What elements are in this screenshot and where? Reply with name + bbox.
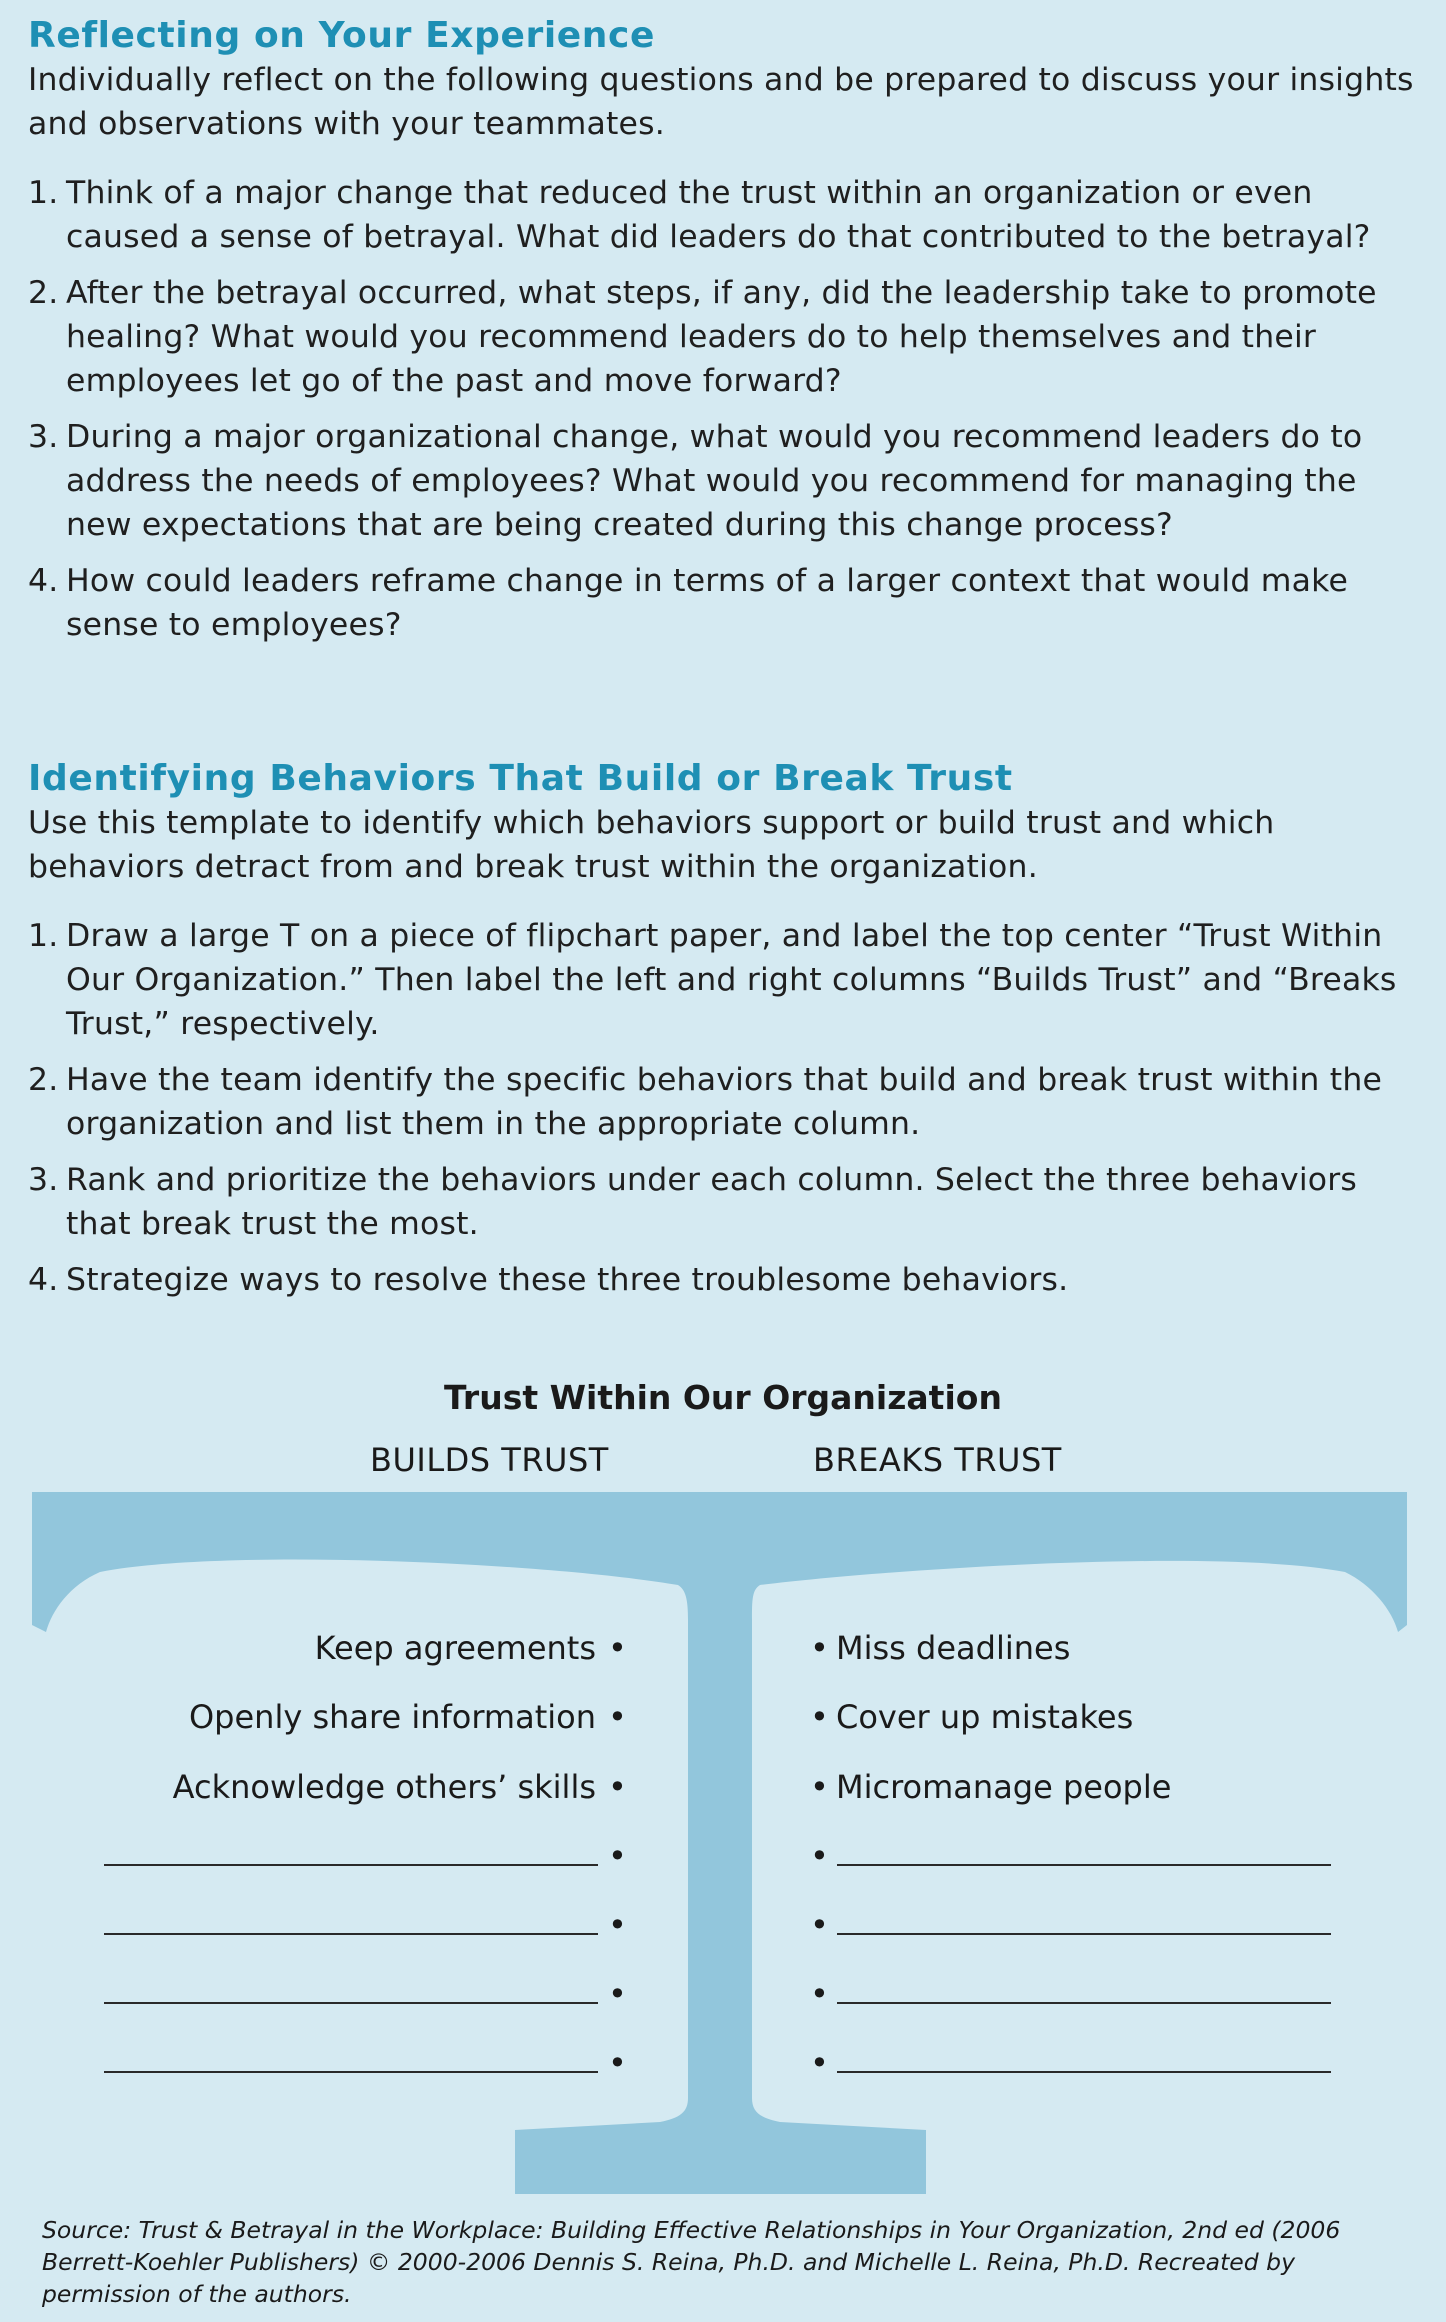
bullet-dot: • xyxy=(810,1975,829,2013)
bullet-dot: • xyxy=(608,1975,627,2013)
item-text: How could leaders reframe change in terms of a larger context that would make sense to employees? xyxy=(66,563,1349,643)
section-heading: Reflecting on Your Experience xyxy=(28,15,655,56)
source-citation: Source: Trust & Betrayal in the Workplace: Building Effective Relationships in Your Organization, 2nd ed (2006 Berrett-Koehler Publishers) © 2000-2006 Dennis S. Reina, Ph.D. and Michelle L. Reina, Ph.D. Recreated by permission of the authors. xyxy=(42,2216,1341,2308)
item-text: After the betrayal occurred, what steps, if any, did the leadership take to promote healing? What would you recommend leaders do to help themselves and their employees let go of the past and move forward? xyxy=(66,275,1377,399)
blank-line xyxy=(837,1864,1331,1866)
item-number: 3. xyxy=(28,419,59,455)
bullet-dot: • xyxy=(608,1629,627,1667)
section-intro: Individually reflect on the following questions and be prepared to discuss your insights and observations with your teammates. xyxy=(28,62,1414,142)
builds-item: Keep agreements xyxy=(314,1629,596,1667)
item-text: Strategize ways to resolve these three troublesome behaviors. xyxy=(66,1262,1069,1298)
section-heading: Identifying Behaviors That Build or Break Trust xyxy=(28,758,1013,799)
builds-trust-label: BUILDS TRUST xyxy=(370,1441,609,1479)
blank-line xyxy=(837,1933,1331,1935)
item-number: 3. xyxy=(28,1162,59,1198)
blank-line xyxy=(104,1864,598,1866)
t-shape-path xyxy=(32,1492,1407,2194)
item-text: Think of a major change that reduced the trust within an organization or even caused a sense of betrayal. What did leaders do that contributed to the betrayal? xyxy=(66,175,1371,255)
blank-line xyxy=(104,2071,598,2073)
item-number: 1. xyxy=(28,175,59,211)
item-number: 2. xyxy=(28,1062,59,1098)
item-number: 4. xyxy=(28,563,59,599)
bullet-dot: • xyxy=(810,1768,829,1806)
builds-item: Acknowledge others’ skills xyxy=(172,1768,596,1806)
bullet-dot: • xyxy=(608,1906,627,1944)
item-number: 4. xyxy=(28,1262,59,1298)
bullet-dot: • xyxy=(608,1768,627,1806)
breaks-item: Micromanage people xyxy=(836,1768,1172,1806)
blank-line xyxy=(837,2002,1331,2004)
bullet-dot: • xyxy=(810,1906,829,1944)
breaks-item: Miss deadlines xyxy=(836,1629,1071,1667)
bullet-dot: • xyxy=(810,1629,829,1667)
section-intro: Use this template to identify which behaviors support or build trust and which behaviors detract from and break trust within the organization. xyxy=(28,805,1275,885)
item-text: Draw a large T on a piece of flipchart paper, and label the top center “Trust Within Our Organization.” Then label the left and right columns “Builds Trust” and “Breaks Trust,” respectively. xyxy=(66,918,1397,1042)
bullet-dot: • xyxy=(810,1698,829,1736)
blank-line xyxy=(104,2002,598,2004)
item-number: 1. xyxy=(28,918,59,954)
item-number: 2. xyxy=(28,275,59,311)
item-text: Rank and prioritize the behaviors under each column. Select the three behaviors that break trust the most. xyxy=(66,1162,1358,1242)
bullet-dot: • xyxy=(608,2044,627,2082)
builds-item: Openly share information xyxy=(188,1698,596,1736)
item-text: Have the team identify the specific behaviors that build and break trust within the organization and list them in the appropriate column. xyxy=(66,1062,1383,1142)
bullet-dot: • xyxy=(810,2044,829,2082)
breaks-item: Cover up mistakes xyxy=(836,1698,1134,1736)
breaks-trust-label: BREAKS TRUST xyxy=(813,1441,1062,1479)
bullet-dot: • xyxy=(608,1698,627,1736)
t-chart-title: Trust Within Our Organization xyxy=(444,1378,1002,1417)
bullet-dot: • xyxy=(810,1837,829,1875)
blank-line xyxy=(104,1933,598,1935)
bullet-dot: • xyxy=(608,1837,627,1875)
item-text: During a major organizational change, what would you recommend leaders do to address the needs of employees? What would you recommend for managing the new expectations that are being created during this change process? xyxy=(66,419,1363,543)
blank-line xyxy=(837,2071,1331,2073)
